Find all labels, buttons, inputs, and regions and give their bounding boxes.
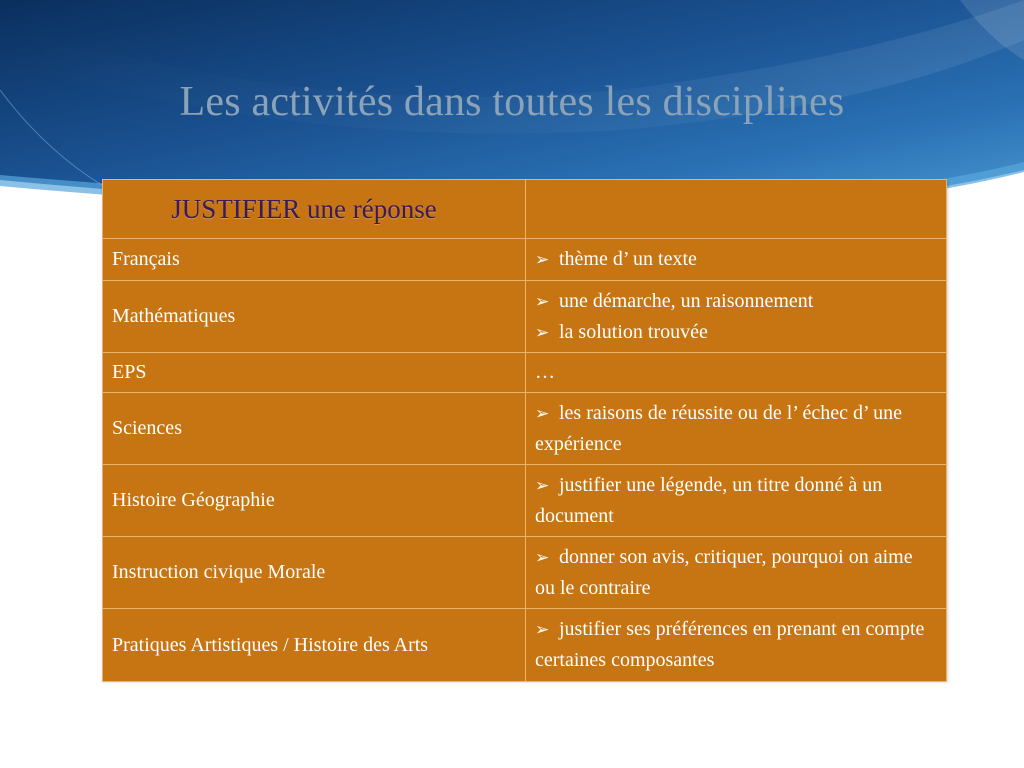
table-row <box>103 239 947 281</box>
activity-item: ➢ thème d’ un texte <box>535 244 937 275</box>
table-header-row <box>103 180 947 239</box>
table-row <box>103 537 947 609</box>
table-heading: JUSTIFIER une réponse <box>171 193 437 224</box>
arrow-bullet-icon: ➢ <box>535 403 550 423</box>
arrow-bullet-icon: ➢ <box>535 291 550 311</box>
activity-item: ➢ une démarche, un raisonnement <box>535 286 937 317</box>
activity-item: donner son avis, critiquer, pourquoi on aime ou le contraire <box>535 545 913 599</box>
header-cell <box>103 180 526 239</box>
table-row <box>103 353 947 393</box>
activity-item: justifier une légende, un titre donné à un document <box>535 473 883 527</box>
table-row <box>103 609 947 682</box>
activity-cell <box>526 609 947 682</box>
arrow-bullet-icon: ➢ <box>535 547 550 567</box>
subject-cell: Mathématiques <box>103 281 526 353</box>
slide-title: Les activités dans toutes les disciplines <box>179 79 845 125</box>
activity-item: ➢ la solution trouvée <box>535 317 937 348</box>
subject-cell: Instruction civique Morale <box>103 537 526 609</box>
subject-cell: Histoire Géographie <box>103 465 526 537</box>
header-cell-empty <box>526 180 947 239</box>
arrow-bullet-icon: ➢ <box>535 620 550 639</box>
subject-cell: Sciences <box>103 393 526 465</box>
activity-item: les raisons de réussite ou de l’ échec d’ une expérience <box>535 401 903 455</box>
table-row <box>103 393 947 465</box>
activity-cell: … <box>526 353 947 393</box>
activity-cell <box>526 281 947 353</box>
activity-cell <box>526 239 947 281</box>
arrow-bullet-icon: ➢ <box>535 475 550 495</box>
subject-cell: Français <box>103 239 526 281</box>
arrow-bullet-icon: ➢ <box>535 250 550 269</box>
subject-cell: Pratiques Artistiques / Histoire des Arts <box>103 609 526 682</box>
activity-cell <box>526 393 947 465</box>
activities-table <box>102 179 947 680</box>
arrow-bullet-icon: ➢ <box>535 322 550 342</box>
activity-item: justifier ses préférences en prenant en compte certaines composantes <box>535 618 925 671</box>
activity-cell <box>526 465 947 537</box>
table-row <box>103 281 947 353</box>
subject-cell: EPS <box>103 353 526 393</box>
table-row <box>103 465 947 537</box>
activity-cell <box>526 537 947 609</box>
